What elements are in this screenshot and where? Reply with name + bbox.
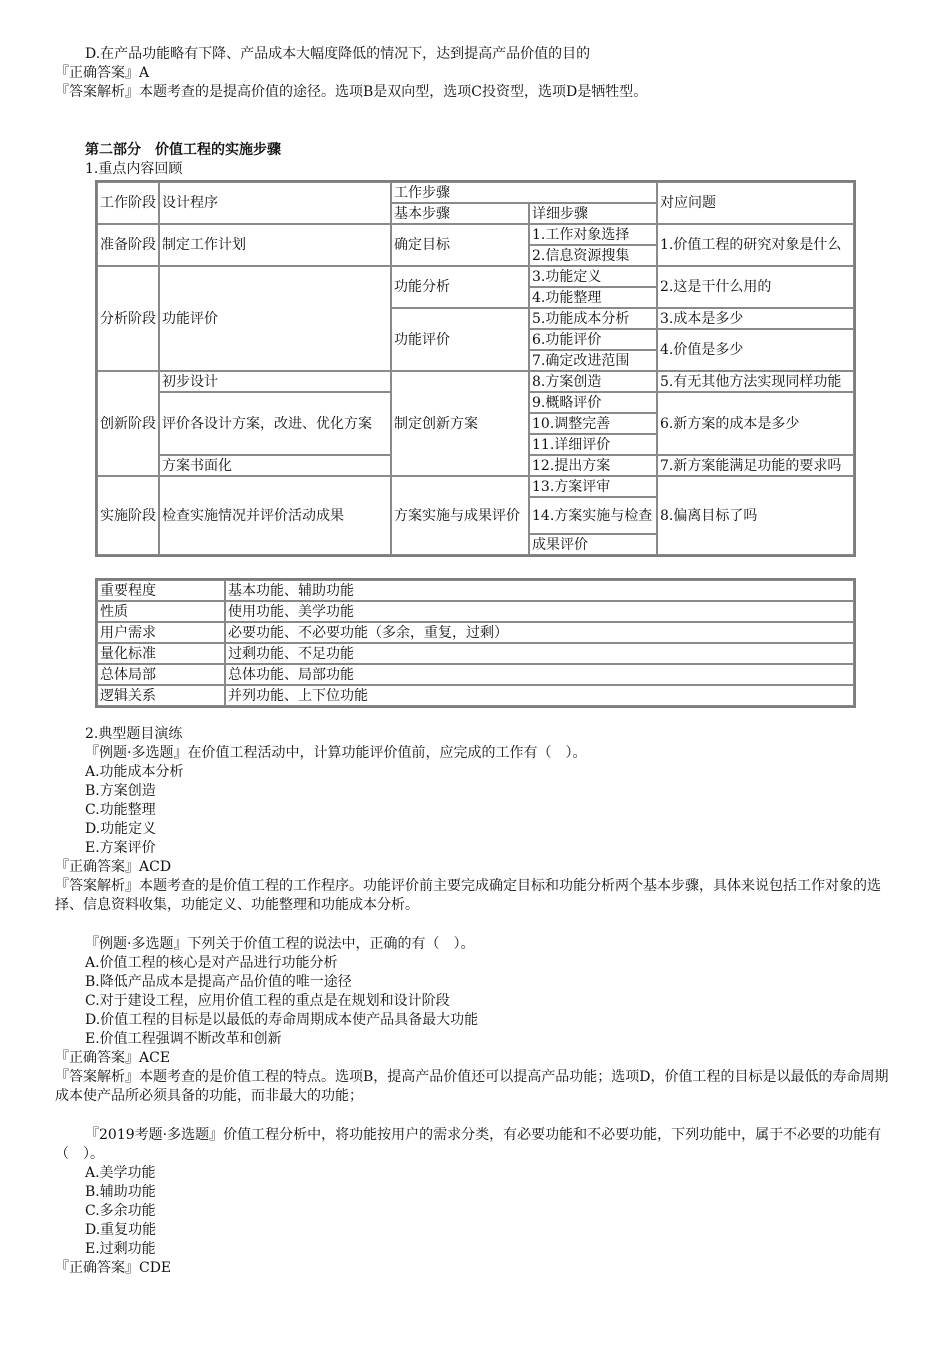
q2-option-d: D.价值工程的目标是以最低的寿命周期成本使产品具备最大功能 bbox=[85, 1012, 479, 1028]
detail-cell: 1.工作对象选择 bbox=[529, 224, 657, 245]
basic-cell: 制定创新方案 bbox=[391, 371, 529, 476]
q1-answer: 『正确答案』ACD bbox=[55, 859, 172, 875]
stage-cell: 准备阶段 bbox=[97, 224, 159, 266]
stage-cell: 创新阶段 bbox=[97, 371, 159, 476]
detail-cell: 9.概略评价 bbox=[529, 392, 657, 413]
design-cell: 检查实施情况并评价活动成果 bbox=[159, 476, 391, 555]
question-cell: 2.这是干什么用的 bbox=[657, 266, 854, 308]
func-key: 性质 bbox=[97, 601, 225, 622]
table-row bbox=[97, 643, 854, 664]
q3-option-e: E.过剩功能 bbox=[85, 1241, 156, 1257]
design-cell: 功能评价 bbox=[159, 266, 391, 371]
answer-analysis: 『答案解析』本题考查的是提高价值的途径。选项B是双向型，选项C投资型，选项D是牺牲型。 bbox=[55, 84, 648, 100]
stage-cell: 实施阶段 bbox=[97, 476, 159, 555]
header-stage: 工作阶段 bbox=[97, 182, 159, 224]
func-key: 逻辑关系 bbox=[97, 685, 225, 706]
correct-answer: 『正确答案』A bbox=[55, 65, 150, 81]
table-row bbox=[97, 601, 854, 622]
func-value: 必要功能、不必要功能（多余，重复，过剩） bbox=[225, 622, 854, 643]
basic-cell: 功能分析 bbox=[391, 266, 529, 308]
q1-option-d: D.功能定义 bbox=[85, 821, 157, 837]
detail-cell: 5.功能成本分析 bbox=[529, 308, 657, 329]
detail-cell: 2.信息资源搜集 bbox=[529, 245, 657, 266]
func-value: 基本功能、辅助功能 bbox=[225, 580, 854, 601]
function-table bbox=[95, 578, 856, 708]
section-title: 第二部分 价值工程的实施步骤 bbox=[85, 142, 281, 158]
question-cell: 3.成本是多少 bbox=[657, 308, 854, 329]
q2-option-c: C.对于建设工程，应用价值工程的重点是在规划和设计阶段 bbox=[85, 993, 450, 1009]
header-design: 设计程序 bbox=[159, 182, 391, 224]
table-row bbox=[97, 685, 854, 706]
design-cell: 初步设计 bbox=[159, 371, 391, 392]
detail-cell: 11.详细评价 bbox=[529, 434, 657, 455]
design-cell: 方案书面化 bbox=[159, 455, 391, 476]
question-cell: 8.偏离目标了吗 bbox=[657, 476, 854, 555]
option-d-text: D.在产品功能略有下降、产品成本大幅度降低的情况下，达到提高产品价值的目的 bbox=[85, 46, 591, 62]
detail-cell: 10.调整完善 bbox=[529, 413, 657, 434]
basic-cell: 方案实施与成果评价 bbox=[391, 476, 529, 555]
table-row bbox=[97, 371, 854, 392]
table-row bbox=[97, 182, 854, 203]
subsection-review: 1.重点内容回顾 bbox=[85, 161, 183, 177]
header-basic: 基本步骤 bbox=[391, 203, 529, 224]
q3-option-d: D.重复功能 bbox=[85, 1222, 157, 1238]
q1-option-e: E.方案评价 bbox=[85, 840, 156, 856]
q3-stem: 『2019考题·多选题』价值工程分析中，将功能按用户的需求分类，有必要功能和不必要功能，下列功能中，属于不必要的功能有（ ）。 bbox=[55, 1127, 882, 1162]
q2-option-a: A.价值工程的核心是对产品进行功能分析 bbox=[85, 955, 338, 971]
basic-cell: 功能评价 bbox=[391, 308, 529, 371]
q2-stem: 『例题·多选题』下列关于价值工程的说法中，正确的有（ ）。 bbox=[85, 936, 475, 952]
question-cell: 4.价值是多少 bbox=[657, 329, 854, 371]
detail-cell: 6.功能评价 bbox=[529, 329, 657, 350]
table-row bbox=[97, 266, 854, 287]
q2-analysis: 『答案解析』本题考查的是价值工程的特点。选项B，提高产品价值还可以提高产品功能；选项D，价值工程的目标是以最低的寿命周期成本使产品所必须具备的功能，而非最大的功能； bbox=[55, 1069, 889, 1104]
func-value: 使用功能、美学功能 bbox=[225, 601, 854, 622]
func-key: 量化标准 bbox=[97, 643, 225, 664]
detail-cell: 成果评价 bbox=[529, 534, 657, 555]
table-row bbox=[97, 580, 854, 601]
q1-analysis: 『答案解析』本题考查的是价值工程的工作程序。功能评价前主要完成确定目标和功能分析两个基本步骤，具体来说包括工作对象的选择、信息资料收集，功能定义、功能整理和功能成本分析。 bbox=[55, 878, 881, 913]
q2-option-e: E.价值工程强调不断改革和创新 bbox=[85, 1031, 282, 1047]
q1-option-c: C.功能整理 bbox=[85, 802, 156, 818]
func-key: 重要程度 bbox=[97, 580, 225, 601]
table-row bbox=[97, 476, 854, 497]
q3-option-a: A.美学功能 bbox=[85, 1165, 156, 1181]
q2-option-b: B.降低产品成本是提高产品价值的唯一途径 bbox=[85, 974, 352, 990]
detail-cell: 4.功能整理 bbox=[529, 287, 657, 308]
header-question: 对应问题 bbox=[657, 182, 854, 224]
q1-option-a: A.功能成本分析 bbox=[85, 764, 184, 780]
detail-cell: 7.确定改进范围 bbox=[529, 350, 657, 371]
func-key: 总体局部 bbox=[97, 664, 225, 685]
design-cell: 制定工作计划 bbox=[159, 224, 391, 266]
design-cell: 评价各设计方案，改进、优化方案 bbox=[159, 392, 391, 455]
q2-answer: 『正确答案』ACE bbox=[55, 1050, 171, 1066]
detail-cell: 14.方案实施与检查 bbox=[529, 497, 657, 534]
table-row bbox=[97, 224, 854, 245]
table-row bbox=[97, 664, 854, 685]
detail-cell: 3.功能定义 bbox=[529, 266, 657, 287]
table-row bbox=[97, 622, 854, 643]
question-cell: 1.价值工程的研究对象是什么 bbox=[657, 224, 854, 266]
question-cell: 7.新方案能满足功能的要求吗 bbox=[657, 455, 854, 476]
q1-option-b: B.方案创造 bbox=[85, 783, 156, 799]
question-cell: 6.新方案的成本是多少 bbox=[657, 392, 854, 455]
practice-title: 2.典型题目演练 bbox=[85, 726, 183, 742]
question-cell: 5.有无其他方法实现同样功能 bbox=[657, 371, 854, 392]
detail-cell: 8.方案创造 bbox=[529, 371, 657, 392]
detail-cell: 12.提出方案 bbox=[529, 455, 657, 476]
func-value: 并列功能、上下位功能 bbox=[225, 685, 854, 706]
func-key: 用户需求 bbox=[97, 622, 225, 643]
stage-cell: 分析阶段 bbox=[97, 266, 159, 371]
q3-answer: 『正确答案』CDE bbox=[55, 1260, 172, 1276]
q1-stem: 『例题·多选题』在价值工程活动中，计算功能评价值前，应完成的工作有（ ）。 bbox=[85, 745, 587, 761]
q3-option-c: C.多余功能 bbox=[85, 1203, 156, 1219]
header-detail: 详细步骤 bbox=[529, 203, 657, 224]
steps-table bbox=[95, 180, 856, 557]
q3-option-b: B.辅助功能 bbox=[85, 1184, 156, 1200]
detail-cell: 13.方案评审 bbox=[529, 476, 657, 497]
header-work-steps: 工作步骤 bbox=[391, 182, 657, 203]
func-value: 过剩功能、不足功能 bbox=[225, 643, 854, 664]
basic-cell: 确定目标 bbox=[391, 224, 529, 266]
func-value: 总体功能、局部功能 bbox=[225, 664, 854, 685]
